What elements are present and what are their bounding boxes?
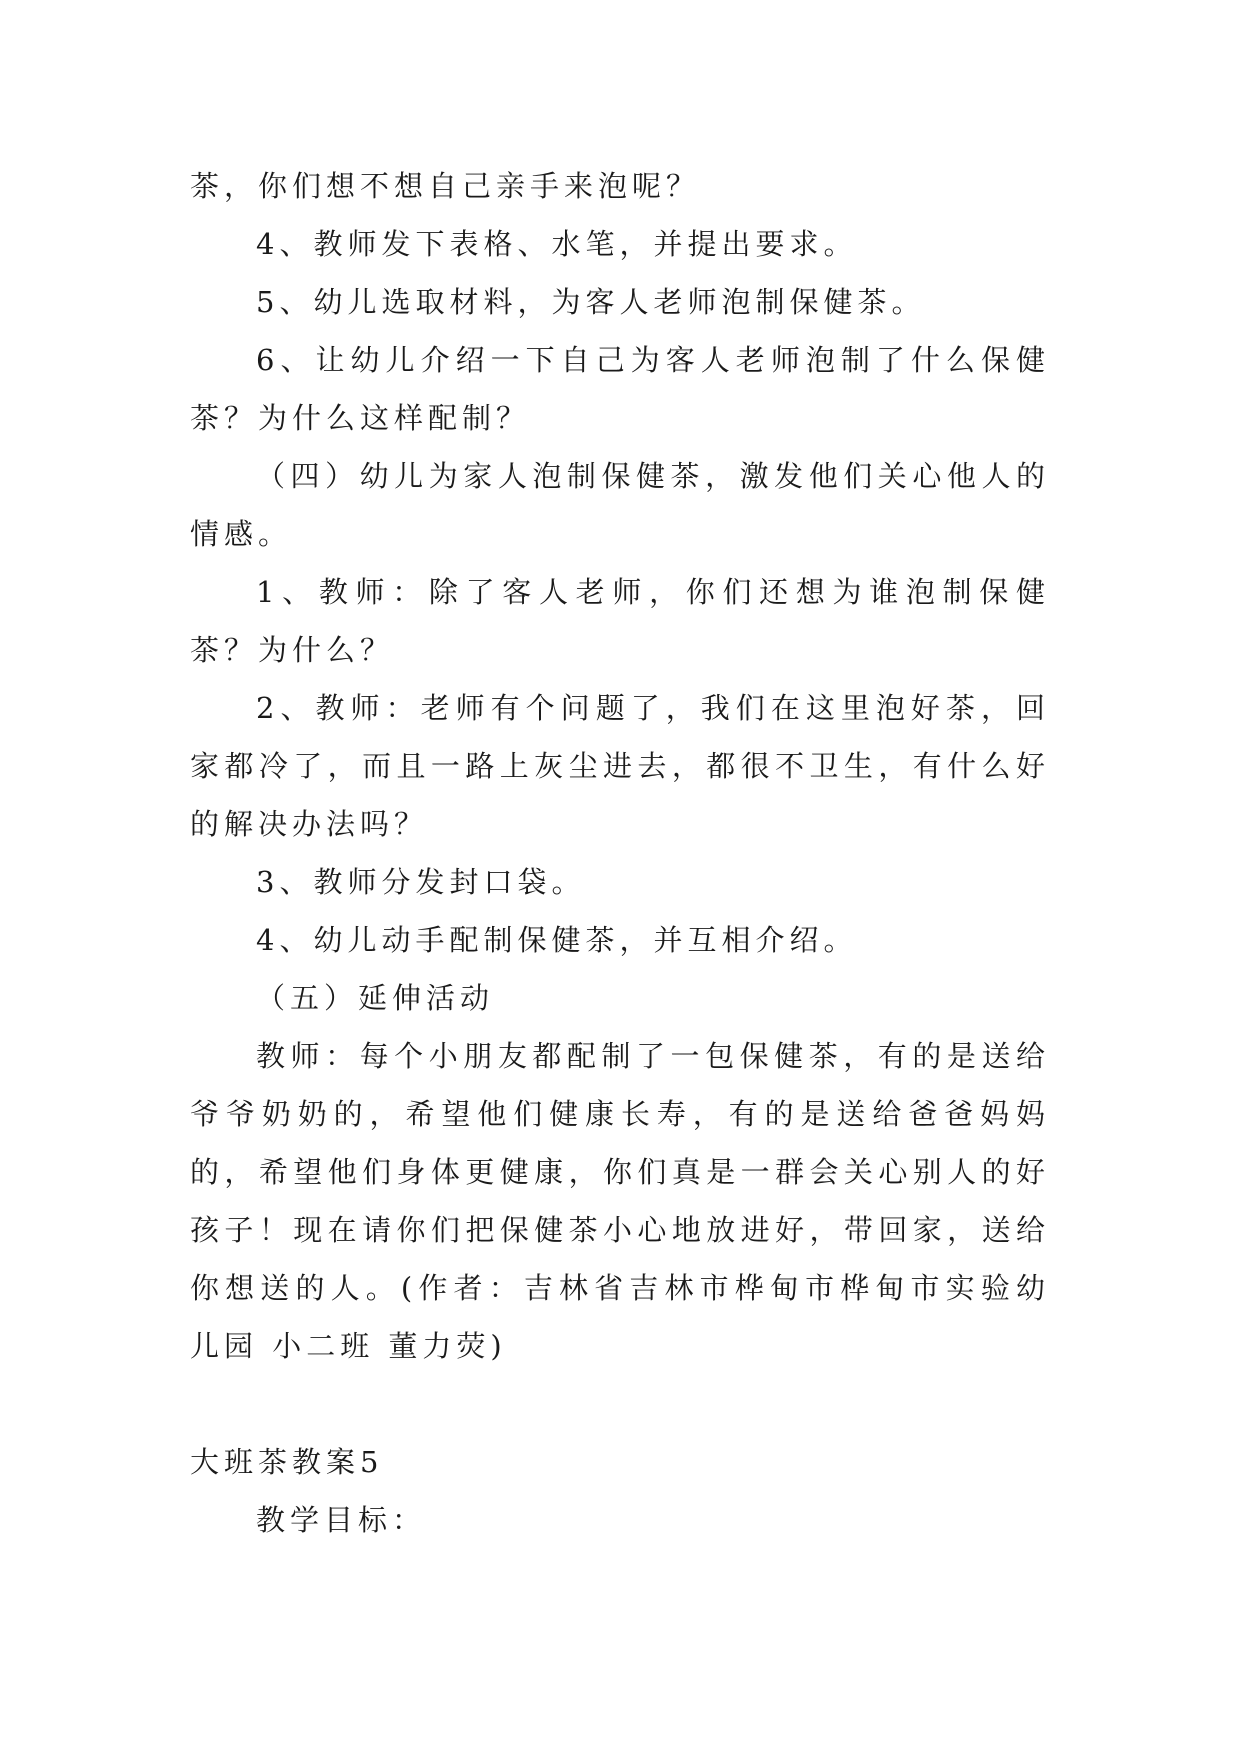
blank-line: [190, 1375, 1050, 1433]
paragraph-step-1: 1、教师：除了客人老师，你们还想为谁泡制保健茶？为什么？: [190, 575, 1050, 667]
paragraph-section-five: （五）延伸活动: [256, 981, 495, 1015]
paragraph-step-3: 3、教师分发封口袋。: [256, 865, 586, 899]
paragraph-step-4: 4、教师发下表格、水笔，并提出要求。: [256, 227, 858, 261]
section-title: 大班茶教案5: [190, 1445, 384, 1479]
paragraph-step-4b: 4、幼儿动手配制保健茶，并互相介绍。: [256, 923, 858, 957]
paragraph-step-2: 2、教师：老师有个问题了，我们在这里泡好茶，回家都冷了，而且一路上灰尘进去，都很不卫生，有什么好的解决办法吗？: [190, 691, 1050, 841]
paragraph-step-6: 6、让幼儿介绍一下自己为客人老师泡制了什么保健茶？为什么这样配制？: [190, 343, 1050, 435]
document-body: [190, 157, 1050, 1549]
paragraph-continuation: 茶，你们想不想自己亲手来泡呢？: [190, 169, 701, 203]
paragraph-extension: 教师：每个小朋友都配制了一包保健茶，有的是送给爷爷奶奶的，希望他们健康长寿，有的是送给爸爸妈妈的，希望他们身体更健康，你们真是一群会关心别人的好孩子！现在请你们把保健茶小心地放进好，带回家，送给你想送的人。(作者：吉林省吉林市桦甸市桦甸市实验幼儿园 小二班 董力荧): [190, 1039, 1050, 1363]
section-first-line: 教学目标：: [256, 1503, 427, 1537]
paragraph-step-5: 5、幼儿选取材料，为客人老师泡制保健茶。: [256, 285, 926, 319]
paragraph-section-four: （四）幼儿为家人泡制保健茶，激发他们关心他人的情感。: [190, 459, 1050, 551]
